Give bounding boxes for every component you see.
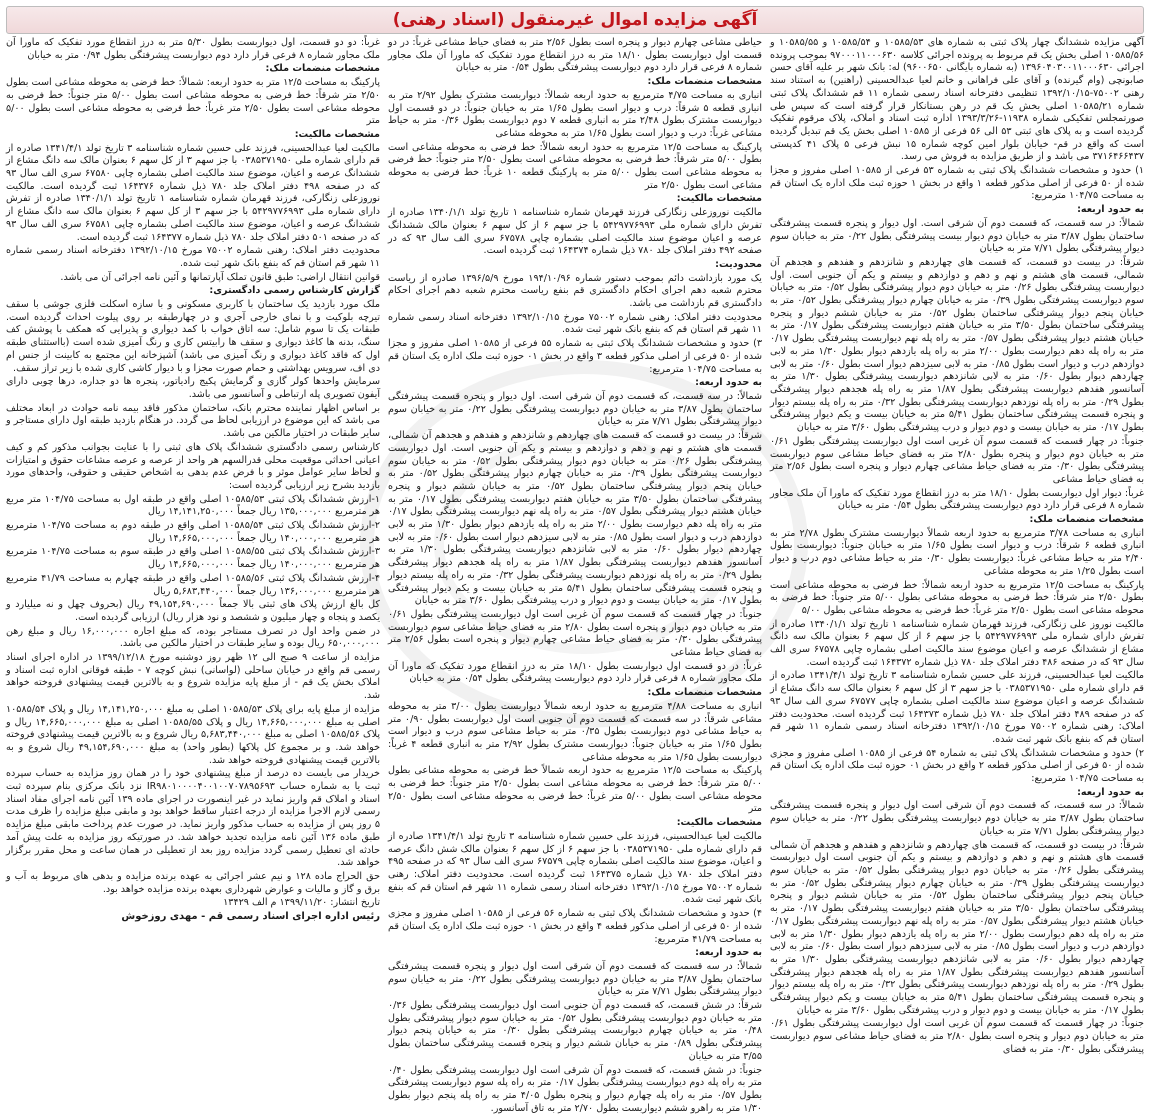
notice-paragraph: حیاطی مشاعی چهارم دیوار و پنجره است بطول ۲/۵۶ متر به فضای حیاط مشاعی غرباً: در دو قسمت اول دیواربست بطول ۱۸/۱۰ متر به درز انقطاع مورد تفکیک که ماورا آن ملک مجاور شماره ۸ فرعی قرار دارد دوم دیواربست پیشرفتگی بطول ۰/۵۴ متر به خیابان [388,37,762,74]
column-right [770,37,1144,1078]
notice-paragraph: ۲) حدود و مشخصات ششدانگ پلاک ثبتی به شماره ۵۴ فرعی از ۱۰۵۸۵ اصلی مفروز و مجزی شده از ۵۰ فرعی از اصلی مذکور قطعه ۲ واقع در بخش ۰۱ حوزه ثبت ملک اداره یک استان قم به مساحت ۱۰۴/۷۵ مترمربع: [770,747,1144,785]
notice-paragraph: جنوباً: در چهار قسمت که قسمت سوم آن غربی است اول دیواربست پیشرفتگی بطول ۰/۶۱ متر به خیابان دوم دیوار و پنجره است بطول ۲/۸۰ متر به فضای حیاط مشاعی سوم دیواربست پیشرفتگی بطول ۰/۳۰ متر به فضای حیاط مشاعی چهارم دیوار و پنجره است بطول ۲/۵۶ متر به فضای حیاط مشاعی [388,608,762,659]
notice-paragraph: مالکیت نوروزعلی زنگارکی فرزند قهرمان شماره شناسنامه ۱ تاریخ تولد ۱۳۴۰/۱/۱ صادره از تفرش دارای شماره ملی ۵۴۲۹۷۷۶۹۹۳ با جز سهم ۶ از کل سهم ۶ بعنوان مالک ششدانگ عرصه و اعیان موضوع سند مالکیت اصلی بشماره چاپی ۶۷۵۷۸ سری الف سال ۹۳ که در صفحه ۴۹۲ دفتر املاک جلد ۷۸۰ ذیل شماره ۱۶۴۳۷۴ ثبت گردیده است. [388,207,763,257]
notice-paragraph: ملک مورد بازدید یک ساختمان با کاربری مسکونی و با سازه اسکلت فلزی جوشی با سقف تیرچه بلوکیت و با نمای خارجی آجری و در چهارطبقه بر روی پیلوت احداث گردیده است. طبقات یک تا سوم شامل: سه اتاق خواب با کمد دیواری و پذیرایی که همکف با پوشش کف سنگ، بدنه ها کاغذ دیواری و سقف ها رابیتس کاری و رنگ آمیزی شده است (بااستثنای طبقه اول که فاقد کاغذ دیواری و رنگ آمیزی می باشد) آشپزخانه این مجتمع به کابینت از جنس ام دی اف، سرویس بهداشتی و حمام صورت مجزا و با دیوار کاشی کاری شده با زیر تراز سقف. [6,299,380,374]
notice-paragraph: مالکیت لعیا عبدالحسینی، فرزند علی حسین شماره شناسنامه ۳ تاریخ تولد ۱۳۴۱/۴/۱ صادره از قم دارای شماره ملی ۰۳۸۵۳۷۱۹۵۰ با جز سهم ۳ از کل سهم ۶ بعنوان مالک سه دانگ مشاع از ششدانگ عرصه و اعیان، موضوع سند مالکیت اصلی بشماره چاپی ۶۷۵۸۰ سری الف سال ۹۳ که در صفحه ۴۹۸ دفتر املاک جلد ۷۸۰ ذیل شماره ۱۶۴۳۷۶ ثبت گردیده است. مالکیت نوروزعلی زنگارکی، فرزند قهرمان شماره شناسنامه ۱ تاریخ تولد ۱۳۴۰/۱/۱ صادره از تفرش دارای شماره ملی ۵۴۲۹۷۷۶۹۹۳ با جز سهم ۳ از کل سهم ۶ بعنوان مالک سه دانگ مشاع از ششدانگ عرصه و اعیان، موضوع سند مالکیت اصلی بشماره چاپی ۶۷۵۸۱ سری الف سال ۹۳ که در صفحه ۵۰۱ دفتر املاک جلد ۷۸۰ ذیل شماره ۱۶۴۳۷۷ ثبت گردیده است. [6,142,380,243]
notice-paragraph: قوانین انتقال اراضی: طبق قانون تملک آپارتمانها و آئین نامه اجرائی آن می باشد. [60,271,380,283]
notice-paragraph: جنوباً: در چهار قسمت که قسمت سوم آن غربی است اول دیواربست پیشرفتگی بطول ۰/۶۱ متر به خیابان دوم دیوار و پنجره بطول ۲/۸۰ متر به فضای حیاط مشاعی سوم دیواربست پیشرفتگی بطول ۰/۳۰ متر به فضای حیاط مشاعی چهارم دیوار و پنجره است بطول ۲/۵۶ متر به فضای حیاط مشاعی [770,435,1144,485]
notice-paragraph: انباری به مساحت ۳/۷۸ مترمربع به حدود اربعه شمالاً دیواربست مشترک بطول ۲/۷۸ متر به انباری قطعه ۶ شرقاً: درب و دیوار است بطول ۱/۶۵ متر به خیابان جنوباً: دیواربست بطول ۲/۴۰ متر به حیاط مشاعی غرباً: دیواربست بطول ۰/۳۰ متر به حیاط مشاعی دوم درب و دیوار است بطول ۱/۲۵ متر به محوطه مشاعی [770,527,1145,577]
section-heading: گزارش کارشناس رسمی دادگستری: [209,285,380,297]
notice-paragraph: جنوباً: در چهار قسمت که قسمت سوم آن غربی است اول دیواربست پیشرفتگی بطول ۰/۶۱ متر به خیابان دوم دیوار و پنجره است بطول ۲/۸۰ متر به فضای حیاط مشاعی سوم دیواربست پیشرفتگی بطول ۰/۳۰ متر به فضای [770,1018,1144,1055]
notice-paragraph: انباری به مساحت ۴/۸۸ مترمربع به حدود اربعه شمالاً دیواربست بطول ۳/۰۰ متر به محوطه مشاعی شرقاً: در سه قسمت که قسمت دوم آن جنوبی است اول دیواربست بطول ۰/۹۰ متر به حیاط مشاعی دوم دیواربست بطول ۰/۳۵ متر به حیاط مشاعی سوم درب و دیوار است بطول ۱/۶۵ متر به خیابان جنوباً: دیواربست مشترک بطول ۲/۹۲ متر به انباری قطعه ۴ غرباً: دیواربست بطول ۱/۶۵ متر به محوطه مشاعی [388,700,763,763]
section-heading: به حدود اربعه: [695,377,762,389]
notice-paragraph: ۳) حدود و مشخصات ششدانگ پلاک ثبتی به شماره ۵۵ فرعی از ۱۰۵۸۵ اصلی مفروز و مجزا شده از ۵۰ فرعی از اصلی مذکور قطعه ۳ واقع در بخش ۰۱ حوزه ثبت ملک اداره یک استان قم به مساحت ۱۰۴/۷۵ مترمربع: [388,338,762,375]
notice-paragraph: شرقاً: در بیست دو قسمت، که قسمت های چهاردهم و شانزدهم و هفدهم و هجدهم آن شمالی، قسمت های هشتم و نهم و دهم و دوازدهم و بیستم و یکم آن جنوبی است. اول دیواربست پیشرفتگی بطول ۰/۲۶ متر به خیابان دوم دیوار پیشرفتگی بطول ۰/۵۲ متر به خیابان سوم دیواربست پیشرفتگی بطول ۰/۳۹ متر به خیابان چهارم دیوار پیشرفتگی بطول ۰/۵۲ متر به خیابان پنجم دیوار پیشرفتگی ساختمان بطول ۰/۵۲ متر به خیابان ششم دیوار و پنجره پیشرفتگی ساختمان بطول ۳/۵۰ متر به خیابان هفتم دیواربست پیشرفتگی بطول ۰/۱۷ متر به خیابان هشتم دیوار پیشرفتگی بطول ۰/۵۷ متر به راه پله نهم دیواربست پیشرفتگی بطول ۰/۱۷ متر به راه پله دهم دیوارست بطول ۲/۰۰ متر به راه پله یازدهم دیوار بطول ۱/۳۰ متر به لابی دوازدهم درب و دیوار است بطول ۰/۸۵ متر به لابی سیزدهم دیوار است بطول ۰/۶۰ متر به لابی چهاردهم دیوار بطول ۰/۶۰ متر به لابی شانزدهم دیواربست پیشرفتگی بطول ۱/۳۰ متر به آسانسور هفدهم دیواربست پیشرفتگی بطول ۱/۸۷ متر به راه پله هجدهم دیوار پیشرفتگی بطول ۰/۲۹ متر به راه پله نوزدهم دیواربست پیشرفتگی بطول ۰/۳۲ متر به راه پله بیستم دیوار و پنجره قسمت پیشرفتگی ساختمان بطول ۵/۴۱ متر به خیابان بیست و یکم دیوار پیشرفتگی بطول ۰/۱۷ متر به خیابان بیست و دوم دیوار و درب پیشرفتگی بطول ۳/۶۰ متر به خیابان [770,256,1145,434]
notice-paragraph: در ضمن واحد اول در تصرف مستاجر بوده، که مبلغ اجاره ۱۶,۰۰۰,۰۰۰ ریال و مبلغ رهن ۶۵۰,۰۰۰,۰۰۰ ریال بوده و سایر طبقات در اختیار مالکین می باشد. [6,625,380,650]
notice-paragraph: آگهی مزایده ششدانگ چهار پلاک ثبتی به شماره های ۱۰۵۸۵/۵۳ و ۱۰۵۸۵/۵۴ و ۱۰۵۸۵/۵۵ و ۱۰۵۸۵/۵۶ اصلی بخش یک قم مربوط به پرونده اجرائی کلاسه ۹۷۰۰۰۱۱۰۰۰۶۳۰ بموجب پرونده اجرائی ۱۳۹۶۰۴۰۳۰۰۱۱۰۰۰۶۳۰ (به شماره بایگانی ۹۶۰۰۶۵۰) له: بانک شهر بر علیه آقای حسن صابونچی (وام گیرنده) و آقای علی فراهانی و خانم لعیا عبدالحسینی (راهنین) به استناد سند رهنی ۷۵۰۰۲-۱۳۹۲/۱۰/۱۵ تنظیمی دفترخانه اسناد رسمی شماره ۱۱ قم ششدانگ پلاک ثبتی شماره ۱۰۵۸۵/۲۱ اصلی بخش یک قم در رهن بستانکار قرار گرفته است که سپس طی صورتمجلس تفکیکی شماره ۱۱۹۳۸-۱۳۹۳/۳/۲۶ اداره ثبت اسناد و املاک، پلاک مرقوم تفکیک گردیده است و به پلاک های ثبتی ۵۳ الی ۵۶ فرعی از ۱۰۵۸۵ اصلی بخش یک قم تبدیل گردیده است که واقع در قم- خیابان بلوار امین کوچه شماره ۱۵ نبش فرعی ۵ پلاک ۴۱ کدپستی ۳۷۱۶۴۶۶۴۳۷ می باشد و از طریق مزایده به فروش می رسد. [770,37,1145,163]
section-heading: مشخصات منضمات ملک: [1029,514,1144,526]
notice-paragraph: ۱-ارزش ششدانگ پلاک ثبتی ۱۰۵۸۵/۵۳ اصلی واقع در طبقه اول به مساحت ۱۰۴/۷۵ متر مربع هر مترمربع ۱۳۵,۰۰۰,۰۰۰ ریال جمعاً ۱۴,۱۴۱,۲۵۰,۰۰۰ ریال [6,493,381,518]
notice-paragraph: خریدار می بایست ده درصد از مبلغ پیشنهادی خود را در همان روز مزایده به حساب سپرده ثبت یا به شماره حساب IR۹۸۰۱۰۰۰۰۴۰۰۱۰۰۷۰۷۸۹۵۶۹۳ نزد بانک مرکزی بنام سپرده ثبت اسناد و املاک قم واریز نماید در غیر اینصورت در اجرای ماده ۱۳۹ آئین نامه اجرای مفاد اسناد رسمی لازم الاجرا مزایده از درجه اعتبار ساقط خواهد بود و مابقی مبلغ مزایده را ظرف مدت ۵ روز پس از مزایده به حساب مذکور واریز نماید. در صورت عدم پرداخت مابقی مبلغ مزایده طبق ماده ۱۳۶ آئین نامه مزایده تجدید خواهد شد. در صورتیکه روز مزایده به علت پیش آمد حادثه ای تعطیل رسمی گردد مزایده روز بعد از تعطیلی در همان ساعت و محل مقرر برگزار خواهد شد. [6,768,381,869]
notice-paragraph: ۳-ارزش ششدانگ پلاک ثبتی ۱۰۵۸۵/۵۵ اصلی واقع در طبقه سوم به مساحت ۱۰۴/۷۵ مترمربع هر مترمربع ۱۴۰,۰۰۰,۰۰۰ ریال جمعاً ۱۴,۶۶۵,۰۰۰,۰۰۰ ریال [6,546,381,571]
notice-paragraph: غرباً: دو دو قسمت، اول دیواربست بطول ۵/۳۰ متر به درز انقطاع مورد تفکیک که ماورا آن ملک مجاور شماره ۸ فرعی قرار دارد دوم دیواربست پیشرفتگی بطول ۰/۹۴ متر به خیابان [6,37,380,61]
notice-paragraph: یک مورد بازداشت دائم بموجب دستور شماره ۱۹۴/۱۰/۹۶ مورخ ۱۳۹۶/۵/۹ صادره از ریاست محترم شعبه دهم اجرای احکام دادگستری قم بنفع ریاست محترم شعبه دهم اجرای احکام دادگستری قم بازداشت می باشد. [388,272,762,310]
section-heading: مشخصات مالکیت: [294,128,380,140]
notice-paragraph: مزایده از ساعت ۹ صبح الی ۱۲ ظهر روز دوشنبه مورخ ۱۳۹۹/۱۲/۱۸ در اداره اجرای اسناد رسمی قم واقع در خیابان ساحلی (لواسانی) نبش کوچه ۷ - طبقه فوقانی اداره ثبت اسناد و املاک بخش یک قم - از مبلغ پایه مزایده شروع و به بالاترین قیمت پیشنهادی فروخته خواهد شد. [6,652,380,702]
notice-paragraph: ۴) حدود و مشخصات ششدانگ پلاک ثبتی به شماره ۵۶ فرعی از ۱۰۵۸۵ اصلی مفروز و مجزی شده از ۵۰ فرعی از اصلی مذکور قطعه ۴ واقع در بخش ۰۱ حوزه ثبت ملک اداره یک استان قم به مساحت ۴۱/۷۹ مترمربع: [388,908,762,945]
section-heading: به حدود اربعه: [1077,204,1144,216]
notice-paragraph: حق الحراج ماده ۱۲۸ و نیم عشر اجرائی به عهده برنده مزایده و بدهی های مربوط به آب و برق و گاز و مالیات و عوارض شهرداری بعهده برنده مزایده خواهد بود. [6,871,381,895]
column-middle [388,37,763,1114]
notice-paragraph: شمالاً: در سه قسمت که قسمت دوم آن شرقی است اول دیوار و پنجره قسمت پیشرفتگی ساختمان بطول ۳/۸۷ متر به خیابان دوم دیواربست پیشرفتگی بطول ۰/۲۲ متر به خیابان سوم دیوار پیشرفتگی بطول ۷/۷۱ متر به خیابان [388,960,762,998]
notice-paragraph: مالکیت لعیا عبدالحسینی، فرزند علی حسین شماره شناسنامه ۳ تاریخ تولد ۱۳۴۱/۴/۱ صادره از قم دارای شماره ملی ۰۳۸۵۳۷۱۹۵۰ با جز سهم ۶ از کل سهم ۶ بعنوان مالک شش دانگ عرصه و اعیان، موضوع سند مالکیت اصلی بشماره چاپی ۶۷۵۷۹ سری الف سال ۹۳ که در صفحه ۴۹۵ دفتر املاک جلد ۷۸۰ ذیل شماره ۱۶۴۳۷۵ ثبت گردیده است. محدودیت دفتر املاک: رهنی شماره ۷۵۰۰۲ مورخ ۱۳۹۲/۱۰/۱۵ دفترخانه اسناد رسمی شماره ۱۱ شهر قم استان قم که بنفع بانک شهر ثبت شده. [388,830,762,906]
notice-paragraph: سرمایش واحدها کولر گازی و گرمایش پکیج رادیاتور، پنجره ها دو جداره، درها چوبی دارای آیفون تصویری پله ارتباطی و آسانسور می باشد. [6,376,380,400]
notice-paragraph: پارکینگ به مساحت ۱۲/۵ مترمربع به حدود اربعه شمالاً: خط فرضی به محوطه مشاعی است بطول ۵/۰۰ متر شرقاً: خط فرضی به محوطه مشاعی است بطول ۲/۵۰ متر جنوباً: خط فرضی به محوطه مشاعی است بطول ۵/۰۰ متر به پارکینگ قطعه ۱۰ غرباً: خط فرضی به محوطه مشاعی است بطول ۲/۵۰ متر [388,141,763,191]
notice-title-bar [6,6,1144,34]
notice-paragraph: کارشناس رسمی دادگستری ششدانگ پلاک های ثبتی را با عنایت بجوانب مذکور کم و کیف اعیانی احداثی موقعیت محلی قدرالسهم هر واحد از عرصه و عرصه مشاعات حقوق و امتیازات و لحاظ سایر عوامل موثر و با فرض عدم بدهی به اشخاص حقیقی و حقوقی، واحدهای مورد بازدید بشرح زیر ارزیابی گردیده است: [6,441,380,491]
notice-paragraph: بر اساس اظهار نماینده محترم بانک، ساختمان مذکور فاقد بیمه نامه حوادث در ابعاد مختلف می باشد که این موضوع در ارزیابی لحاظ می گردد. در هنگام بازدید طبقه اول دارای مستاجر و سایر طبقات در اختیار مالکین می باشد. [6,402,380,440]
section-heading: به حدود اربعه: [695,947,762,959]
notice-paragraph: پارکینگ به مساحت ۱۲/۵ متر به حدود اربعه: شمالاً: خط فرضی به محوطه مشاعی است بطول ۲/۵۰ متر شرقاً: خط فرضی به محوطه مشاعی است بطول ۵/۰۰ متر جنوباً: خط فرضی به محوطه مشاعی است بطول ۲/۵۰ متر غرباً: خط فرضی به محوطه مشاعی است بطول ۵/۰۰ متر [6,77,380,127]
notice-paragraph: جنوباً: در شش قسمت، که قسمت دوم آن شرقی است اول دیواربست پیشرفتگی بطول ۰/۴۰ متر به راه پله دوم دیواربست پیشرفتگی بطول ۰/۱۷ متر به راه پله سوم دیواربست پیشرفتگی بطول ۰/۵۷ متر به راه پله چهارم دیوار و پنجره بطول ۴/۰۵ متر به راه پله پنجم دیوار بطول ۱/۳۰ متر به راهرو ششم دیواربست بطول ۲/۷۰ متر به تاق آسانسور. [388,1064,763,1114]
section-heading: به حدود اربعه: [1077,786,1144,798]
notice-paragraph: شرقاً: در بیست دو قسمت، که قسمت های چهاردهم و شانزدهم و هفدهم و هجدهم آن شمالی قسمت های هشتم و نهم و دهم و دوازدهم و بیستم و یکم آن جنوبی است اول دیواربست پیشرفتگی بطول ۰/۲۶ متر به خیابان دوم دیوار پیشرفتگی بطول ۰/۵۲ متر به خیابان سوم دیواربست پیشرفتگی بطول ۰/۳۹ متر به خیابان چهارم دیوار پیشرفتگی بطول ۰/۵۲ متر به خیابان پنجم دیوار پیشرفتگی ساختمان بطول ۰/۵۲ متر به خیابان ششم دیوار و پنجره پیشرفتگی ساختمان بطول ۳/۵۰ متر به خیابان هفتم دیواربست پیشرفتگی بطول ۰/۱۷ متر به خیابان هشتم دیوار پیشرفتگی بطول ۰/۵۷ متر به راه پله نهم دیواربست پیشرفتگی بطول ۰/۱۷ متر به راه پله دهم دیوارست بطول ۲/۰۰ متر به راه پله یازدهم دیوار بطول ۱/۳۰ متر به لابی دوازدهم درب و دیوار است بطول ۰/۸۵ متر به لابی سیزدهم دیوار است بطول ۰/۶۰ متر به لابی چهاردهم دیوار بطول ۰/۶۰ متر به لابی شانزدهم دیواربست پیشرفتگی بطول ۱/۳۰ متر به آسانسور هفدهم دیواربست پیشرفتگی بطول ۱/۸۷ متر به راه پله هجدهم دیوار پیشرفتگی بطول ۰/۲۹ متر به راه پله نوزدهم دیواربست پیشرفتگی بطول ۰/۳۲ متر به راه پله بیستم دیوار و پنجره قسمت پیشرفتگی ساختمان بطول ۵/۴۱ متر به خیابان بیست و یکم دیوار پیشرفتگی بطول ۰/۱۷ متر به خیابان بیست و دوم دیوار و درب پیشرفتگی بطول ۳/۶۰ متر به خیابان [770,839,1145,1016]
section-heading: مشخصات مالکیت: [676,817,762,829]
notice-paragraph: کل بالغ ارزش پلاک های ثبتی بالا جمعاً ۴۹,۱۵۴,۶۹۰,۰۰۰ ریال (بحروف چهل و نه میلیارد و یکصد و پنجاه و چهار میلیون و ششصد و نود هزار ریال) ارزیابی گردیده است. [6,599,380,623]
notice-paragraph: مزایده از مبلغ پایه برای پلاک ۱۰۵۸۵/۵۳ اصلی به مبلغ ۱۴,۱۴۱,۲۵۰,۰۰۰ ریال و پلاک ۱۰۵۸۵/۵۴ اصلی به مبلغ ۱۴,۶۶۵,۰۰۰,۰۰۰ ریال و پلاک ۱۰۵۸۵/۵۵ اصلی به مبلغ ۱۴,۶۶۵,۰۰۰,۰۰۰ ریال و پلاک ۱۰۵۸۵/۵۶ اصلی به مبلغ ۵,۶۸۳,۴۴۰,۰۰۰ ریال شروع و به بالاترین قیمت پیشنهادی فروخته خواهد شد. و بر مجموع کل پلاکها (بطور واحد) به مبلغ ۴۹,۱۵۴,۶۹۰,۰۰۰ ریال شروع و به بالاترین قیمت پیشنهادی فروخته خواهد شد. [6,703,381,766]
notice-paragraph: شمالاً: در سه قسمت، که قسمت دوم آن شرقی است. اول دیوار و پنجره قسمت پیشرفتگی ساختمان بطول ۳/۸۷ متر به خیابان دوم دیوار بیست پیشرفتگی بطول ۰/۲۲ متر به خیابان سوم دیوار پیشرفتگی بطول ۷/۷۱ متر به خیابان [770,217,1144,255]
section-heading: مشخصات منضمات ملک: [265,63,380,75]
section-heading: مشخصات مالکیت: [676,193,762,205]
notice-paragraph: غرباً: دیوار اول دیواربست بطول ۱۸/۱۰ متر به درز انقطاع مورد تفکیک که ماورا آن ملک مجاور شماره ۸ فرعی قرار دارد دوم دیواربست پیشرفتگی بطول ۰/۵۴ متر به خیابان [770,487,1144,512]
notice-paragraph: مالکیت لعیا عبدالحسینی، فرزند علی حسین شماره شناسنامه ۳ تاریخ تولد ۱۳۴۱/۴/۱ صادره از قم دارای شماره ملی ۰۳۸۵۳۷۱۹۵۰ با جز سهم ۳ از کل سهم ۶ بعنوان مالک سه دانگ مشاع از ششدانگ عرصه و اعیان موضوع سند مالکیت اصلی بشماره چاپی ۶۷۵۷۷ سری الف سال ۹۳ که در صفحه ۴۸۹ دفتر املاک جلد ۷۸۰ ذیل شماره ۱۶۴۳۷۳ ثبت گردیده است. محدودیت دفتر املاک: رهنی شماره ۷۵۰۰۲ مورخ ۱۳۹۲/۱۰/۱۵ دفترخانه اسناد رسمی شماره ۱۱ شهر قم استان قم که بنفع بانک شهر ثبت شده. [770,670,1145,745]
notice-title: آگهی مزایده اموال غیرمنقول (اسناد رهنی) [392,10,758,30]
notice-paragraph: ۲-ارزش ششدانگ پلاک ثبتی ۱۰۵۸۵/۵۴ اصلی واقع در طبقه دوم به مساحت ۱۰۴/۷۵ مترمربع هر مترمربع ۱۴۰,۰۰۰,۰۰۰ ریال جمعاً ۱۴,۶۶۵,۰۰۰,۰۰۰ ریال [6,520,380,544]
notice-paragraph: شرقاً: در بیست دو قسمت که قسمت های چهاردهم و شانزدهم و هفدهم و هجدهم آن شمالی، قسمت های هشتم و نهم و دهم و دوازدهم و بیستم و یکم آن جنوبی است. اول دیواربست پیشرفتگی بطول ۰/۲۶ متر به خیابان دوم دیوار پیشرفتگی بطول ۰/۵۲ متر به خیابان سوم دیواربست پیشرفتگی بطول ۰/۳۹ متر به خیابان چهارم دیوار پیشرفتگی بطول ۰/۵۲ متر به خیابان پنجم دیوار پیشرفتگی ساختمان بطول ۰/۵۲ متر به خیابان ششم دیوار و پنجره پیشرفتگی ساختمان بطول ۳/۵۰ متر به خیابان هفتم دیواربست پیشرفتگی بطول ۰/۱۷ متر به خیابان هشتم دیوار پیشرفتگی بطول ۰/۵۷ متر به راه پله نهم دیواربست پیشرفتگی بطول ۰/۱۷ متر به راه پله دهم دیوارست بطول ۲/۰۰ متر به راه پله یازدهم دیوار بطول ۱/۳۰ متر به لابی دوازدهم درب و دیوار است بطول ۰/۸۵ متر به لابی سیزدهم دیوار است بطول ۰/۶۰ متر به لابی چهاردهم دیوار بطول ۰/۶۰ متر به لابی شانزدهم دیواربست پیشرفتگی بطول ۱/۳۰ متر به آسانسور هفدهم دیواربست پیشرفتگی بطول ۱/۸۷ متر به راه پله هجدهم دیوار پیشرفتگی بطول ۰/۲۹ متر به راه پله نوزدهم دیواربست پیشرفتگی بطول ۰/۳۲ متر به راه پله بیستم دیوار و پنجره قسمت پیشرفتگی ساختمان بطول ۵/۴۱ متر به خیابان بیست و یکم دیوار پیشرفتگی بطول ۰/۱۷ متر به خیابان بیست و دوم دیوار و درب پیشرفتگی بطول ۳/۶۰ متر به خیابان [388,430,763,607]
notice-paragraph: شمالاً: در سه قسمت، که قسمت دوم آن شرقی است. اول دیوار و پنجره قسمت پیشرفتگی ساختمان بطول ۳/۸۷ متر به خیابان دوم دیواربست پیشرفتگی بطول ۰/۲۲ متر به خیابان سوم دیوار پیشرفتگی بطول ۷/۷۱ متر به خیابان [388,390,762,428]
notice-paragraph: محدودیت دفتر املاک: رهنی شماره ۷۵۰۰۲ مورخ ۱۳۹۲/۱۰/۱۵ دفترخانه اسناد رسمی شماره ۱۱ شهر قم استان قم که بنفع بانک شهر ثبت شده. [6,245,380,269]
section-heading: مشخصات منضمات ملک: [647,687,762,699]
signature-line: رئیس اداره اجرای اسناد رسمی قم - مهدی روزخوش [121,911,380,923]
notice-paragraph: غرباً: در دو قسمت اول دیواربست بطول ۱۸/۱۰ متر به درز انقطاع مورد تفکیک که ماورا آن ملک مجاور شماره ۸ فرعی قرار دارد دوم دیواربست پیشرفتگی بطول ۰/۵۴ متر به خیابان [388,660,762,685]
notice-paragraph: پارکینگ به مساحت ۱۲/۵ مترمربع به حدود اربعه شمالاً: خط فرضی به محوطه مشاعی است بطول ۲/۵۰ متر شرقاً: خط فرضی به محوطه مشاعی بطول ۵/۰۰ متر جنوباً: خط فرضی به محوطه مشاعی است بطول ۲/۵۰ متر غرباً: خط فرضی به محوطه مشاعی بطول ۵/۰۰ [770,579,1145,616]
notice-paragraph: شرقاً: در شش قسمت، که قسمت دوم آن جنوبی است اول دیواربست پیشرفتگی بطول ۰/۳۶ متر به خیابان دوم دیواربست پیشرفتگی بطول ۰/۵۲ متر به خیابان سوم دیوار پیشرفتگی بطول ۰/۴۸ متر به خیابان چهارم دیواربست پیشرفتگی بطول ۰/۳۰ متر به خیابان پنجم دیوار پیشرفتگی بطول ۰/۸۹ متر به خیابان ششم دیوار و پنجره قسمت پیشرفتگی ساختمان بطول ۳/۵۵ متر به خیابان [388,1000,762,1062]
notice-paragraph: ۱) حدود و مشخصات ششدانگ پلاک ثبتی به شماره ۵۳ فرعی از ۱۰۵۸۵ اصلی مفروز و مجزا شده از ۵۰ فرعی از اصلی مذکور قطعه ۱ واقع در بخش ۱ حوزه ثبت ملک اداره یک استان قم به مساحت ۱۰۴/۷۵ مترمربع: [770,165,1144,202]
notice-paragraph: محدودیت دفتر املاک: رهنی شماره ۷۵۰۰۲ مورخ ۱۳۹۲/۱۰/۱۵ دفترخانه اسناد رسمی شماره ۱۱ شهر قم استان قم که بنفع بانک شهر ثبت شده. [388,311,762,336]
column-left [6,37,380,1078]
notice-paragraph: ۴-ارزش ششدانگ پلاک ثبتی ۱۰۵۸۵/۵۶ اصلی واقع در طبقه چهارم به مساحت ۴۱/۷۹ مترمربع هر مترمربع ۱۳۶,۰۰۰,۰۰۰ ریال جمعاً ۵,۶۸۳,۴۴۰,۰۰۰ ریال [6,572,380,597]
notice-columns [6,37,1145,1114]
notice-paragraph: تاریخ انتشار: ۱۳۹۹/۱۱/۲۰ م الف ۱۳۴۲۹ [223,897,380,909]
notice-paragraph: شمالاً: در سه قسمت، که قسمت دوم آن شرقی است اول دیوار و پنجره قسمت پیشرفتگی ساختمان بطول ۳/۸۷ متر به خیابان دوم دیواربست پیشرفتگی بطول ۰/۲۲ متر به خیابان سوم دیوار پیشرفتگی بطول ۷/۷۱ متر به خیابان [770,800,1144,837]
notice-paragraph: پارکینگ به مساحت ۱۲/۵ مترمربع به حدود اربعه شمالاً خط فرضی به محوطه مشاعی بطول ۵/۰۰ متر شرقاً: خط فرضی به محوطه مشاعی است بطول ۲/۵۰ متر جنوباً: خط فرضی به محوطه مشاعی است بطول ۵/۰۰ متر غرباً: خط فرضی به محوطه مشاعی است بطول ۲/۵۰ متر [388,765,763,815]
notice-paragraph: مالکیت نوروز علی زنگارکی، فرزند قهرمان شماره شناسنامه ۱ تاریخ تولد ۱۳۴۰/۱/۱ صادره از تفرش دارای شماره ملی ۵۴۲۹۷۷۶۹۹۳ با جز سهم ۶ از کل سهم ۶ بعنوان مالک سه دانگ مشاع از ششدانگ عرصه و اعیان موضوع سند مالکیت اصلی بشماره چاپی ۶۷۵۷۸ سری الف سال ۹۳ که در صفحه ۴۸۶ دفتر املاک جلد ۷۸۰ ذیل شماره ۱۶۴۳۷۲ ثبت گردیده است. [770,618,1145,668]
notice-paragraph: انباری به مساحت ۴/۷۵ مترمربع به حدود اربعه شمالاً: دیواربست مشترک بطول ۲/۹۲ متر به انباری قطعه ۵ شرقاً: درب و دیوار است بطول ۱/۶۵ متر به خیابان جنوباً: در دو قسمت اول دیواربست مشترک بطول ۲/۴۸ متر به انباری قطعه ۷ دوم دیواربست بطول ۰/۳۶ متر به حیاط مشاعی غرباً: درب و دیوار است بطول ۱/۶۵ متر به محوطه مشاعی [388,89,763,139]
section-heading: محدودیت: [715,258,762,270]
section-heading: مشخصات منضمات ملک: [647,76,762,88]
